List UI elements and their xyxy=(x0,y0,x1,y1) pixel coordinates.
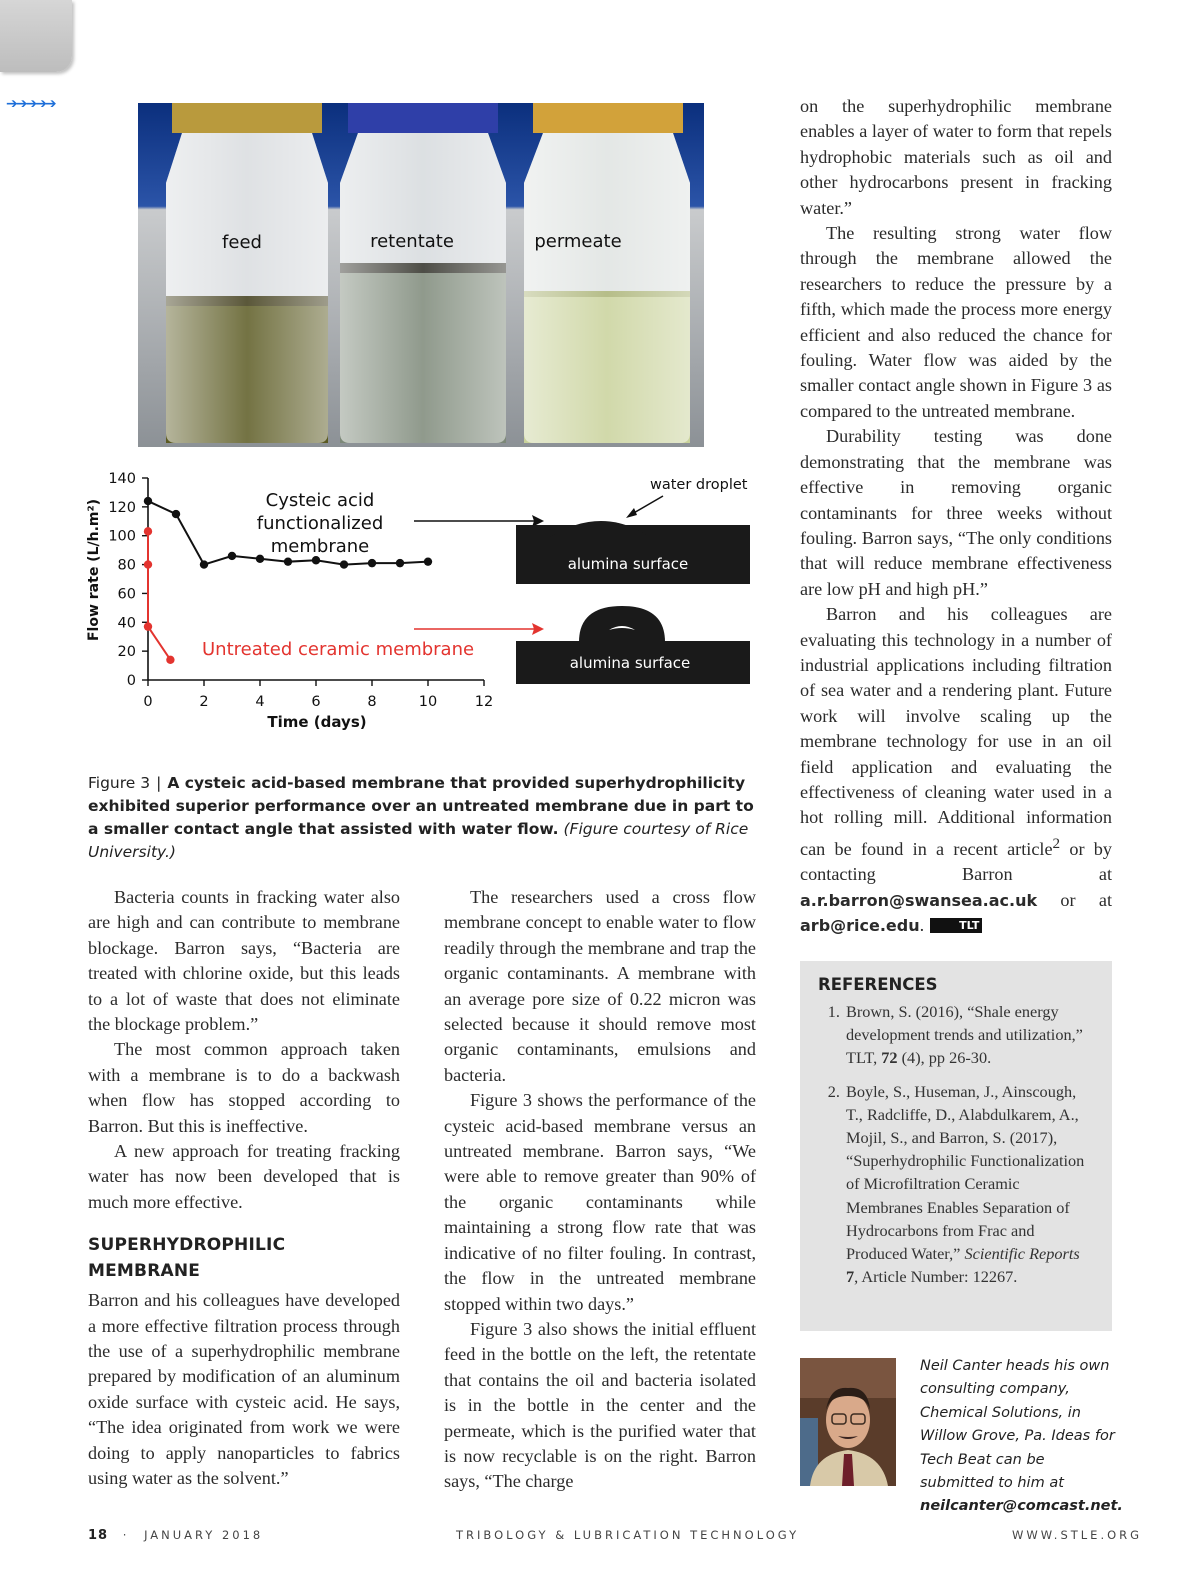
issue-date: JANUARY 2018 xyxy=(144,1528,264,1542)
text-run: Brown, S. (2016), “Shale energy development trends and utilization,” TLT, xyxy=(846,1002,1083,1068)
paragraph: A new approach for treating fracking water has now been developed that is much more effective. xyxy=(88,1141,400,1212)
paragraph: Durability testing was done demonstrating that the membrane was effective in removing organic contaminants for three weeks without fouling. Barron says, “The only conditions that will reduce membrane effectiveness are low pH and high pH.” xyxy=(800,426,1112,599)
email-link-swansea[interactable]: a.r.barron@swansea.ac.uk xyxy=(800,890,1038,910)
retentate-bottle xyxy=(340,103,506,443)
paragraph: The researchers used a cross flow membrane concept to enable water to flow readily through the membrane and trap the organic contaminants. A membrane with an average pore size of 0.22 micron was selected because it should remove most organic contaminants, emulsions and bacteria. xyxy=(444,887,756,1085)
feed-bottle xyxy=(166,103,328,443)
x-tick-label: 2 xyxy=(199,694,209,710)
article-column-3 xyxy=(800,94,1112,938)
series-line-untreated xyxy=(148,531,170,659)
y-tick-label: 20 xyxy=(117,644,136,661)
text-run: or by contacting Barron at xyxy=(800,838,1112,885)
text-run: Barron and his colleagues are evaluating this technology in a number of industrial applications including filtration of sea water and a rendering plant. Future work will involve scaling up the membrane technology for use in an oil field application and evaluating the effectiveness of cleaning water used in a hot rolling mill. Additional information can be found in a recent article xyxy=(800,604,1112,859)
data-point-untreated xyxy=(144,527,152,535)
data-point-cysteic xyxy=(312,556,320,564)
text-run: or at xyxy=(1037,889,1112,910)
data-point-cysteic xyxy=(284,557,292,565)
y-tick-label: 60 xyxy=(117,586,136,603)
caption-text: A cysteic acid-based membrane that provided superhydrophilicity exhibited superior performance over an untreated membrane due in part to a smaller contact angle that assisted with water flow. xyxy=(88,774,754,838)
data-point-cysteic xyxy=(144,497,152,505)
footnote-ref: 2 xyxy=(1052,834,1061,852)
bottles-photo xyxy=(138,103,704,447)
bio-text: Neil Canter heads his own consulting company, Chemical Solutions, in Willow Grove, Pa. Ideas for Tech Beat can be submitted to him at xyxy=(920,1358,1115,1492)
data-point-cysteic xyxy=(368,559,376,567)
tlt-end-badge: TLT xyxy=(930,918,982,933)
data-point-untreated xyxy=(144,560,152,568)
paragraph: on the superhydrophilic membrane enables a layer of water to form that repels hydrophobic materials such as oil and other hydrocarbons present in fracking water.” xyxy=(800,96,1112,218)
data-point-cysteic xyxy=(396,559,404,567)
publication-name: TRIBOLOGY & LUBRICATION TECHNOLOGY xyxy=(456,1528,800,1542)
flow-rate-chart xyxy=(82,470,762,740)
volume: 72 xyxy=(881,1048,898,1068)
series-label-cysteic xyxy=(257,490,384,557)
series-label-line-1: Cysteic acid xyxy=(265,490,375,511)
x-tick-label: 0 xyxy=(143,694,153,710)
x-tick-label: 10 xyxy=(418,694,438,710)
data-point-untreated xyxy=(144,622,152,630)
reference-item xyxy=(844,1080,1094,1289)
page-number: 18 xyxy=(88,1528,109,1543)
x-tick-label: 4 xyxy=(255,694,265,710)
figure-label: Figure 3 xyxy=(88,774,151,792)
caption-separator: | xyxy=(156,774,162,792)
y-tick-label: 0 xyxy=(126,673,136,689)
journal-name: Scientific Reports xyxy=(964,1244,1080,1264)
paragraph: Figure 3 shows the performance of the cysteic acid-based membrane versus an untreated membrane. Barron says, “We were able to remove greater than 90% of the organic contaminants while maintaining a strong flow rate that was indicative of no filter fouling. In contrast, the flow in the untreated membrane stopped within two days.” xyxy=(444,1090,756,1314)
footer-dot: · xyxy=(122,1528,130,1542)
photo-label-retentate: retentate xyxy=(370,231,454,252)
permeate-bottle xyxy=(524,103,690,443)
author-bio xyxy=(920,1355,1123,1519)
text-run: , Article Number: 12267. xyxy=(854,1267,1018,1287)
page-tab-corner xyxy=(0,0,72,72)
surface-label-top: alumina surface xyxy=(567,555,689,573)
data-point-cysteic xyxy=(172,510,180,518)
surface-label-bottom: alumina surface xyxy=(569,654,691,672)
bio-email-link[interactable]: neilcanter@comcast.net. xyxy=(920,1498,1123,1515)
x-tick-label: 8 xyxy=(367,694,377,710)
data-point-cysteic xyxy=(200,560,208,568)
article-column-2 xyxy=(444,885,756,1495)
series-label-line-3: membrane xyxy=(270,536,370,557)
y-axis-label: Flow rate (L/h.m²) xyxy=(86,498,102,642)
droplet-inset-top xyxy=(516,521,750,584)
references-title: REFERENCES xyxy=(818,975,938,994)
x-tick-label: 12 xyxy=(474,694,494,710)
data-point-untreated xyxy=(166,656,174,664)
website-link[interactable]: WWW.STLE.ORG xyxy=(1012,1528,1143,1542)
references-list xyxy=(818,1000,1094,1288)
y-tick-label: 100 xyxy=(108,528,136,545)
y-tick-label: 120 xyxy=(108,499,136,516)
flow-rate-chart-svg xyxy=(82,470,762,740)
figure-caption xyxy=(88,772,768,864)
x-tick-label: 6 xyxy=(311,694,321,710)
references-box xyxy=(800,961,1112,1331)
data-point-cysteic xyxy=(256,555,264,563)
section-heading: SUPERHYDROPHILIC MEMBRANE xyxy=(88,1235,286,1281)
photo-label-permeate: permeate xyxy=(534,231,622,252)
author-photo xyxy=(800,1358,896,1486)
email-link-rice[interactable]: arb@rice.edu xyxy=(800,916,920,936)
series-label-untreated: Untreated ceramic membrane xyxy=(202,639,475,660)
paragraph xyxy=(800,602,1112,938)
paragraph: Figure 3 also shows the initial effluent feed in the bottle on the left, the retentate that contains the oil and bacteria isolated is in the bottle in the center and the permeate, which is the purified water that is now recyclable is on the right. Barron says, “The charge xyxy=(444,1318,756,1492)
footer-left xyxy=(88,1528,263,1543)
x-axis-label: Time (days) xyxy=(267,713,367,731)
text-run: Boyle, S., Huseman, J., Ainscough, T., Radcliffe, D., Alabdulkarem, A., Mojil, S., and Barron, S. (2017), “Superhydrophilic Functionalization of Microfiltration Ceramic Membranes Enables Separation of Hydrocarbons from Frac and Produced Water,” xyxy=(846,1081,1085,1264)
droplet-pointer xyxy=(632,496,663,514)
data-point-cysteic xyxy=(228,552,236,560)
y-tick-label: 80 xyxy=(117,557,136,574)
y-tick-label: 40 xyxy=(117,615,136,632)
paragraph: The resulting strong water flow through the membrane allowed the researchers to reduce the pressure by a fifth, which made the process more energy efficient and also reduced the chance for fouling. Water flow was aided by the smaller contact angle shown in Figure 3 as compared to the untreated membrane. xyxy=(800,223,1112,421)
paragraph: Bacteria counts in fracking water also are high and can contribute to membrane blockage. Barron says, “Bacteria are treated with chlorine oxide, but this leads to a lot of waste that does not eliminate the blockage problem.” xyxy=(88,887,400,1035)
text-run: . xyxy=(919,915,925,936)
photo-label-feed: feed xyxy=(222,232,262,253)
data-point-cysteic xyxy=(424,557,432,565)
y-tick-label: 140 xyxy=(108,471,136,487)
bottles-illustration xyxy=(138,103,704,447)
paragraph: The most common approach taken with a membrane is to do a backwash when flow has stopped according to Barron. But this is ineffective. xyxy=(88,1039,400,1136)
text-run: (4), pp 26-30. xyxy=(897,1048,992,1068)
reference-item xyxy=(844,1000,1094,1070)
author-portrait xyxy=(800,1358,896,1486)
volume: 7 xyxy=(846,1267,855,1287)
arrowhead-icon xyxy=(626,508,637,518)
data-point-cysteic xyxy=(340,560,348,568)
paragraph: Barron and his colleagues have developed a more effective filtration process through the use of a superhydrophilic membrane prepared by modification of an aluminum oxide surface with cysteic acid. He says, “The idea originated from work we were doing to apply nanoparticles to fabrics using water as the solvent.” xyxy=(88,1290,400,1488)
droplet-inset-bottom xyxy=(516,606,750,684)
caption-credit: (Figure courtesy of Rice University.) xyxy=(88,820,749,861)
droplet-label: water droplet xyxy=(650,477,748,493)
article-column-1 xyxy=(88,885,400,1491)
arrow-icon-strip: ➔➔➔➔➔ xyxy=(6,96,55,112)
series-label-line-2: functionalized xyxy=(256,513,384,534)
